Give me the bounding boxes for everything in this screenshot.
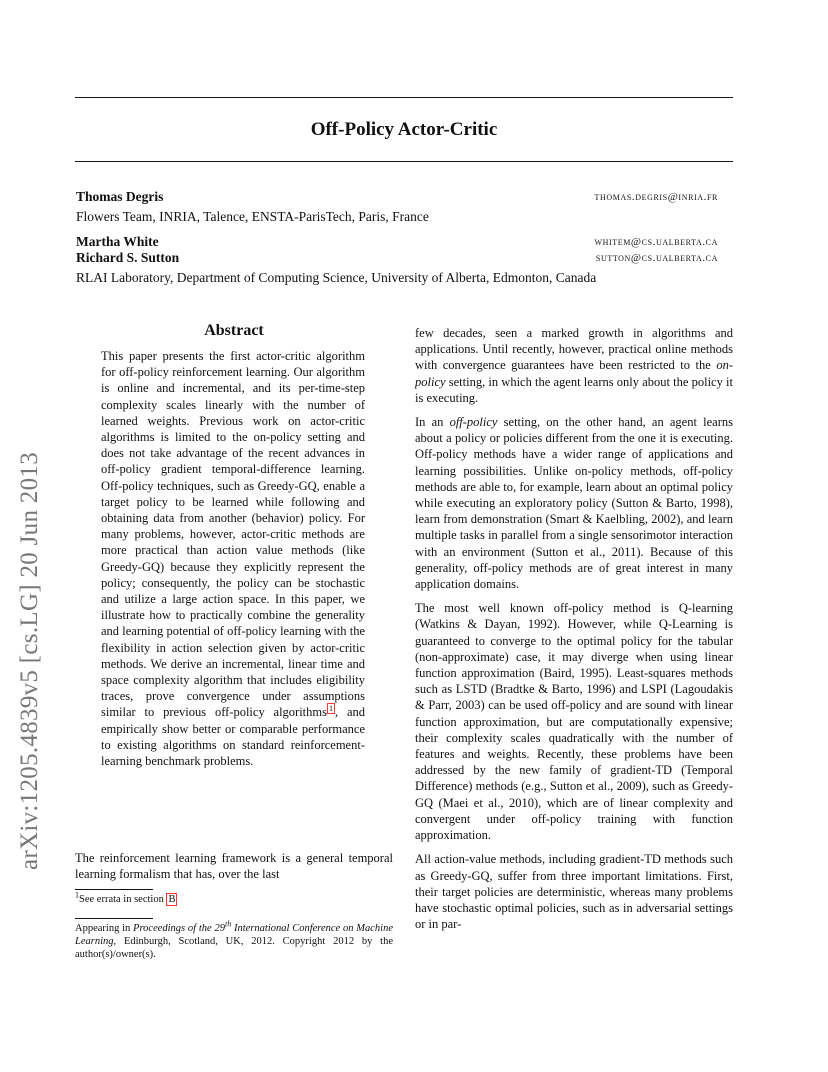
p1-text-b: setting, in which the agent learns only about the policy it is executing. — [415, 374, 733, 405]
right-paragraph-4: All action-value methods, including gradient-TD methods such as Greedy-GQ, suffer from three important limitations. First, their target policies are deterministic, whereas many problems have stochastic optimal policies, such as in adversarial settings or in par- — [415, 852, 733, 932]
abstract-text-b: , and empirically show better or comparable performance to existing algorithms on standard reinforcement-learning benchmark problems. — [101, 705, 365, 769]
title-rule-bottom — [75, 161, 733, 162]
right-paragraph-1 — [415, 325, 733, 406]
arxiv-id-text: arXiv:1205.4839v5 [cs.LG] 20 Jun 2013 — [16, 452, 43, 870]
venue-proc-sup: th — [224, 919, 232, 929]
affiliation-1: Flowers Team, INRIA, Talence, ENSTA-ParisTech, Paris, France — [76, 209, 429, 224]
footnote-errata — [75, 890, 393, 906]
p2-text-b: setting, on the other hand, an agent learns about a policy or policies different from the one it is executing. Off-policy methods have a wider range of applications and learning possibilities. Unlike on-policy methods, off-policy methods are able to, for example, learn about an optimal policy while executing an exploratory policy (Sutton & Barto, 1998), learn from demonstration (Smart & Kaelbling, 2002), and learn multiple tasks in parallel from a single sensorimotor interaction with an environment (Sutton et al., 2011). Because of this generality, off-policy methods are of great interest in many application domains. — [415, 415, 733, 592]
abstract-body — [101, 348, 365, 769]
author-email-3[interactable]: sutton@cs.ualberta.ca — [595, 252, 718, 264]
venue-rule — [75, 918, 153, 919]
p2-emph: off-policy — [449, 415, 498, 430]
footnote-rule — [75, 889, 153, 890]
abstract-text-a: This paper presents the first actor-critic algorithm for off-policy reinforcement learning. Our algorithm is online and incremental, and its per-time-step complexity scales linearly with the number of learned weights. Previous work on actor-critic algorithms is limited to the on-policy setting and does not take advantage of the recent advances in off-policy gradient temporal-difference learning. Off-policy techniques, such as Greedy-GQ, enable a target policy to be learned while following and obtaining data from another (behavior) policy. For many problems, however, actor-critic methods are more practical than action value methods (like Greedy-GQ) because they explicitly represent the policy; consequently, the policy can be stochastic and utilize a large action space. In this paper, we illustrate how to practically combine the generality and learning potential of off-policy learning with the flexibility in action selection given by actor-critic methods. We derive an incremental, linear time and space complexity algorithm that includes eligibility traces, prove convergence under assumptions similar to previous off-policy algorithms — [101, 349, 365, 720]
right-paragraph-3: The most well known off-policy method is Q-learning (Watkins & Dayan, 1992). However, while Q-Learning is guaranteed to converge to the optimal policy for the tabular (non-approximate) case, it may diverge when using linear function approximation (Baird, 1995). Least-squares methods such as LSTD (Bradtke & Barto, 1996) and LSPI (Lagoudakis & Parr, 2003) can be used off-policy and are sound with linear function approximation, but are computationally expensive; their complexity scales quadratically with the number of features and weights. Recently, these problems have been addressed by the new family of gradient-TD (Temporal Difference) methods (e.g., Sutton et al., 2009), such as Greedy-GQ (Maei et al., 2010), which are of linear complexity and convergent under off-policy training with function approximation. — [415, 601, 733, 843]
intro-paragraph: The reinforcement learning framework is a general temporal learning formalism that has, over the last — [75, 851, 393, 882]
venue-prefix: Appearing in — [75, 923, 134, 934]
venue-suffix: , Edinburgh, Scotland, UK, 2012. Copyright 2012 by the author(s)/owner(s). — [75, 936, 393, 960]
author-name-1: Thomas Degris — [76, 189, 164, 204]
right-column — [415, 325, 733, 932]
p1-text-a: few decades, seen a marked growth in algorithms and applications. Until recently, however, practical online methods with convergence guarantees have been restricted to the — [415, 326, 733, 373]
affiliation-2: RLAI Laboratory, Department of Computing Science, University of Alberta, Edmonton, Canada — [76, 270, 597, 285]
author-name-3: Richard S. Sutton — [76, 250, 180, 265]
errata-section-link[interactable]: B — [168, 894, 176, 905]
venue-note — [75, 919, 393, 961]
author-email-1[interactable]: thomas.degris@inria.fr — [594, 191, 718, 203]
footnote-mark: 1 — [75, 890, 79, 900]
abstract-heading: Abstract — [204, 322, 264, 339]
footnote-text: See errata in section — [79, 894, 167, 905]
right-paragraph-2 — [415, 414, 733, 592]
p2-text-a: In an — [415, 415, 450, 430]
venue-proc-a: Proceedings of the 29 — [133, 923, 225, 934]
paper-title: Off-Policy Actor-Critic — [310, 119, 498, 140]
p1-emph: on-policy — [415, 358, 733, 389]
author-email-2[interactable]: whitem@cs.ualberta.ca — [594, 236, 718, 248]
footnote-ref-link[interactable]: 1 — [329, 704, 333, 714]
intro-left-column — [75, 850, 393, 882]
title-rule-top — [75, 97, 733, 98]
author-name-2: Martha White — [76, 234, 159, 249]
venue-proc-b: International Conference on Machine Learning — [75, 923, 393, 947]
